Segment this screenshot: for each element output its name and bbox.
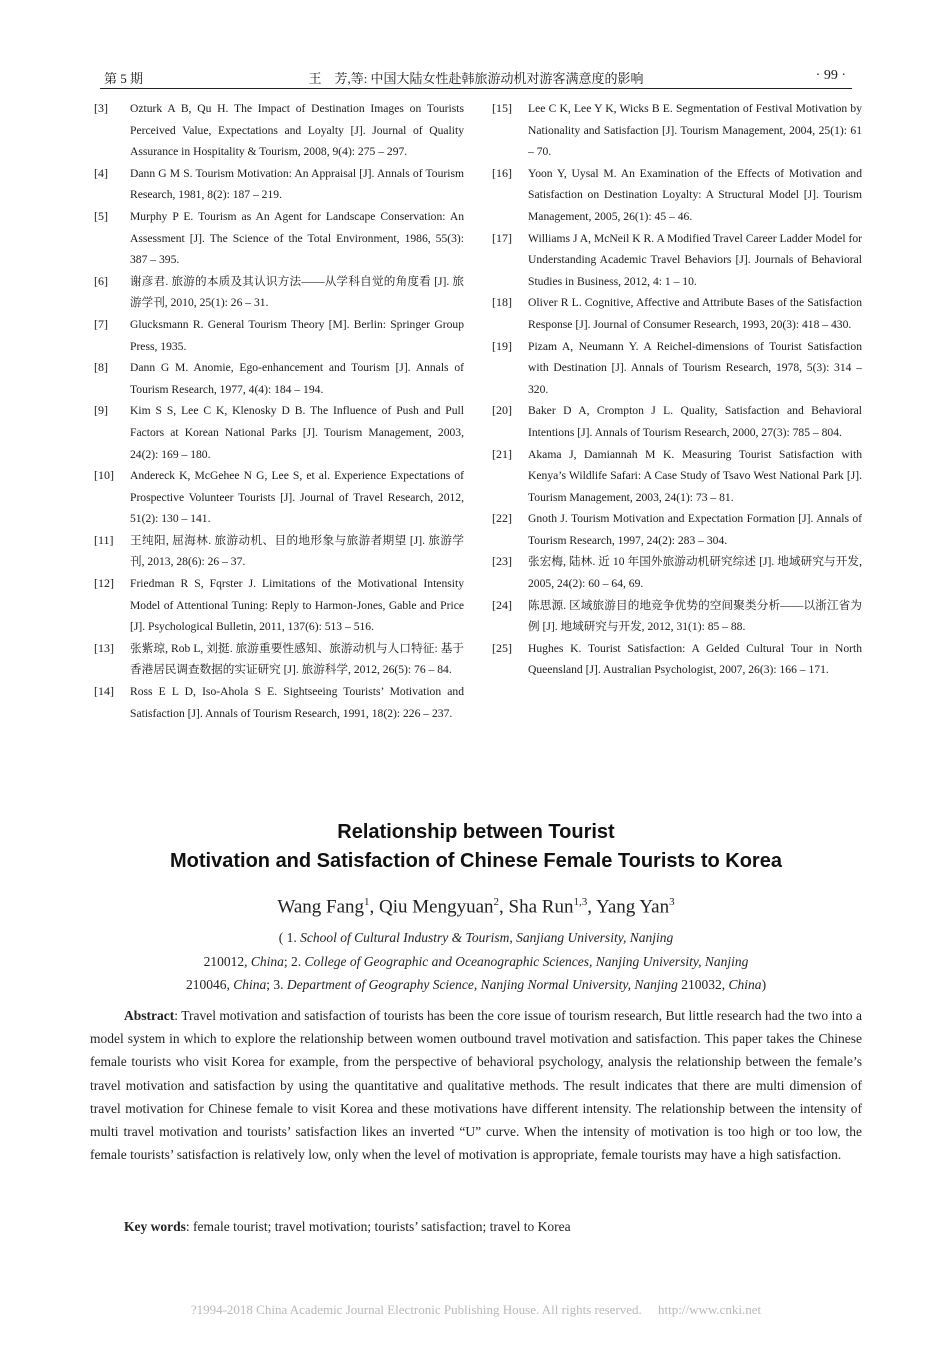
copyright-footer: ?1994-2018 China Academic Journal Electronic Publishing House. All rights reserved. http://www.cnki.net — [190, 1302, 762, 1317]
author-name: Sha Run — [508, 896, 574, 918]
author-name: Wang Fang — [277, 896, 365, 918]
reference-number: [25] — [492, 640, 512, 655]
reference-number: [16] — [492, 165, 512, 180]
reference-entry — [492, 444, 862, 509]
reference-text: Hughes K. Tourist Satisfaction: A Gelded Cultural Tour in North Queensland [J]. Australian Psychologist, 2007, 26(3): 166 – 171. — [528, 641, 862, 677]
abstract-paragraph — [90, 1004, 862, 1166]
affiliation-line-2 — [90, 950, 862, 974]
reference-entry — [492, 336, 862, 401]
reference-entry — [492, 163, 862, 228]
reference-text: Dann G M. Anomie, Ego-enhancement and Tourism [J]. Annals of Tourism Research, 1977, 4(4): 184 – 194. — [130, 361, 464, 396]
affiliation-2: College of Geographic and Oceanographic Sciences, Nanjing University, Nanjing — [304, 953, 749, 969]
reference-number: [6] — [94, 273, 108, 288]
abstract — [90, 1004, 862, 1166]
reference-number: [8] — [94, 360, 108, 375]
reference-entry — [94, 271, 464, 314]
keywords-text: : female tourist; travel motivation; tourists’ satisfaction; travel to Korea — [185, 1219, 571, 1234]
author-list: Wang Fang$^1$, Qiu Mengyuan$^2$, Sha Run$^{1,3}$, Yang Yan$^3$ — [277, 896, 675, 918]
title-line-2: Motivation and Satisfaction of Chinese Female Tourists to Korea — [170, 850, 782, 872]
affiliations — [90, 926, 862, 997]
author-affiliation-mark: 3 — [669, 896, 675, 908]
reference-text: Ross E L D, Iso-Ahola S E. Sightseeing Tourists’ Motivation and Satisfaction [J]. Annals of Tourism Research, 1991, 18(2): 226 – 237. — [130, 685, 464, 720]
reference-number: [9] — [94, 403, 108, 418]
reference-entry — [492, 638, 862, 681]
references-section — [94, 98, 870, 810]
references-left-column — [94, 98, 464, 724]
reference-number: [23] — [492, 554, 512, 569]
reference-entry — [94, 163, 464, 206]
reference-entry — [94, 357, 464, 400]
reference-entry — [94, 314, 464, 357]
author-name: Yang Yan — [596, 896, 670, 918]
affiliation-2-zip: 210046, — [185, 977, 234, 992]
keywords — [124, 1219, 571, 1235]
reference-text: 张紫琼, Rob L, 刘挺. 旅游重要性感知、旅游动机与人口特征: 基于香港居民调查数据的实证研究 [J]. 旅游科学, 2012, 26(5): 76 – 84. — [130, 641, 464, 677]
author-affiliation-mark: 1,3 — [573, 896, 588, 908]
reference-text: Dann G M S. Tourism Motivation: An Appraisal [J]. Annals of Tourism Research, 1981, 8(2): 187 – 219. — [130, 166, 464, 202]
reference-number: [22] — [492, 511, 512, 526]
reference-number: [21] — [492, 446, 512, 461]
affiliation-3-zip: 210032, — [677, 977, 729, 992]
affiliation-2-country: China — [233, 977, 267, 992]
abstract-label: Abstract — [124, 1008, 175, 1023]
reference-number: [3] — [94, 101, 108, 115]
affiliation-3-country: China — [728, 977, 762, 992]
reference-number: [13] — [94, 640, 114, 655]
author-affiliation-mark: 1 — [364, 896, 370, 908]
reference-entry — [492, 551, 862, 594]
reference-text: Akama J, Damiannah M K. Measuring Tourist Satisfaction with Kenya’s Wildlife Safari: A Case Study of Tsavo West National Park [J]. Tourism Management, 2003, 24(1): 73 – 81. — [528, 447, 862, 504]
reference-text: Glucksmann R. General Tourism Theory [M]. Berlin: Springer Group Press, 1935. — [130, 317, 464, 353]
affiliation-1-number: ( 1. — [278, 930, 301, 945]
affiliation-1: School of Cultural Industry & Tourism, Sanjiang University, Nanjing — [300, 930, 674, 945]
reference-text: Kim S S, Lee C K, Klenosky D B. The Influence of Push and Pull Factors at Korean National Parks [J]. Tourism Management, 2003, 24(2): 169 – 180. — [130, 404, 464, 461]
reference-text: Murphy P E. Tourism as An Agent for Landscape Conservation: An Assessment [J]. The Science of the Total Environment, 1986, 55(3): 387 – 395. — [130, 209, 464, 267]
reference-entry — [94, 530, 464, 573]
reference-text: 陈思源. 区域旅游目的地竞争优势的空间聚类分析——以浙江省为例 [J]. 地域研究与开发, 2012, 31(1): 85 – 88. — [528, 598, 862, 634]
reference-text: Williams J A, McNeil K R. A Modified Travel Career Ladder Model for Understanding Academic Travel Behaviors [J]. Journals of Behavioral Studies in Business, 2012, 4: 1 – 10. — [528, 231, 862, 288]
affiliation-close: ) — [761, 977, 767, 992]
reference-text: 王纯阳, 屈海林. 旅游动机、目的地形象与旅游者期望 [J]. 旅游学刊, 2013, 28(6): 26 – 37. — [130, 533, 464, 569]
references-right-column — [492, 98, 862, 681]
affiliation-line-3 — [90, 973, 862, 997]
reference-text: Ozturk A B, Qu H. The Impact of Destination Images on Tourists Perceived Value, Expectations and Loyalty [J]. Journal of Quality Assurance in Hospitality & Tourism, 2008, 9(4): 275 – 297. — [130, 102, 464, 159]
reference-number: [4] — [94, 165, 108, 180]
affiliation-3-number: ; 3. — [266, 977, 287, 992]
reference-text: Lee C K, Lee Y K, Wicks B E. Segmentation of Festival Motivation by Nationality and Satisfaction [J]. Tourism Management, 2004, 25(1): 61 – 70. — [528, 102, 862, 159]
reference-text: Oliver R L. Cognitive, Affective and Attribute Bases of the Satisfaction Response [J]. Journal of Consumer Research, 1993, 20(3): 418 – 430. — [528, 296, 862, 331]
reference-entry — [492, 400, 862, 443]
abstract-text: : Travel motivation and satisfaction of tourists has been the core issue of tourism research, But little research had the two into a model system in which to explore the relationship between women outbound travel motivation and satisfaction. This paper takes the Chinese female tourists who visit Korea for example, from the perspective of behavioral psychology, analysis the relationship between the female’s travel motivation and satisfaction by using the quantitative and qualitative methods. The result indicates that there are multi dimension of travel motivation for Chinese female to visit Korea and these motivations have different intensity. The relationship between the intensity of multi travel motivation and tourists’ satisfaction likes an inverted “U” curve. When the intensity of motivation is too high or too low, the female tourists’ satisfaction is relatively low, only when the level of motivation is appropriate, female tourists may have a high satisfaction. — [90, 1008, 862, 1163]
reference-entry — [94, 681, 464, 724]
affiliation-line-1 — [90, 926, 862, 950]
running-title: 王 芳,等: 中国大陆女性赴韩旅游动机对游客满意度的影响 — [308, 71, 644, 86]
keywords-label: Key words — [124, 1219, 186, 1234]
reference-entry — [492, 292, 862, 335]
reference-text: Pizam A, Neumann Y. A Reichel-dimensions of Tourist Satisfaction with Destination [J]. Annals of Tourism Research, 1978, 5(3): 314 – 320. — [528, 339, 862, 396]
reference-entry — [94, 638, 464, 681]
reference-entry — [492, 98, 862, 163]
reference-number: [19] — [492, 338, 512, 353]
reference-entry — [492, 595, 862, 638]
reference-number: [7] — [94, 316, 108, 331]
english-title — [60, 818, 892, 876]
reference-number: [14] — [94, 684, 114, 699]
reference-number: [5] — [94, 208, 108, 223]
author-name: Qiu Mengyuan — [379, 896, 494, 918]
reference-number: [11] — [94, 532, 114, 547]
reference-number: [10] — [94, 468, 114, 483]
reference-text: Gnoth J. Tourism Motivation and Expectation Formation [J]. Annals of Tourism Research, 1997, 24(2): 283 – 304. — [528, 512, 862, 547]
reference-text: 谢彦君. 旅游的本质及其认识方法——从学科自觉的角度看 [J]. 旅游学刊, 2010, 25(1): 26 – 31. — [130, 274, 464, 310]
reference-entry — [492, 228, 862, 293]
reference-text: Yoon Y, Uysal M. An Examination of the Effects of Motivation and Satisfaction on Destination Loyalty: A Structural Model [J]. Tourism Management, 2005, 26(1): 45 – 46. — [528, 166, 862, 223]
reference-number: [20] — [492, 403, 512, 418]
reference-number: [18] — [492, 295, 512, 310]
reference-number: [12] — [94, 576, 114, 591]
affiliation-1-country: China — [250, 953, 284, 969]
reference-entry — [94, 206, 464, 271]
title-line-1: Relationship between Tourist — [337, 821, 615, 843]
reference-text: 张宏梅, 陆林. 近 10 年国外旅游动机研究综述 [J]. 地域研究与开发, 2005, 24(2): 60 – 64, 69. — [528, 555, 862, 591]
affiliation-2-number: ; 2. — [283, 953, 305, 969]
author-affiliation-mark: 2 — [493, 896, 500, 908]
reference-entry — [94, 465, 464, 530]
reference-text: Andereck K, McGehee N G, Lee S, et al. Experience Expectations of Prospective Volunteer Tourists [J]. Journal of Travel Research, 2012, 51(2): 130 – 141. — [130, 469, 464, 526]
reference-number: [24] — [492, 597, 512, 612]
reference-entry — [492, 508, 862, 551]
page-number: · 99 · — [815, 68, 846, 83]
running-header — [100, 64, 852, 89]
affiliation-1-zip: 210012, — [203, 953, 251, 969]
reference-entry — [94, 400, 464, 465]
reference-number: [17] — [492, 230, 512, 245]
reference-entry — [94, 98, 464, 163]
reference-text: Baker D A, Crompton J L. Quality, Satisfaction and Behavioral Intentions [J]. Annals of Tourism Research, 2000, 27(3): 785 – 804. — [528, 404, 862, 439]
affiliation-3: Department of Geography Science, Nanjing Normal University, Nanjing — [286, 977, 678, 992]
reference-entry — [94, 573, 464, 638]
reference-number: [15] — [492, 101, 512, 115]
issue-number: 第 5 期 — [104, 71, 144, 86]
reference-text: Friedman R S, Fqrster J. Limitations of the Motivational Intensity Model of Attentional Tuning: Reply to Harmon-Jones, Gable and Price [J]. Psychological Bulletin, 2011, 137(6): 513 – 516. — [130, 577, 464, 634]
